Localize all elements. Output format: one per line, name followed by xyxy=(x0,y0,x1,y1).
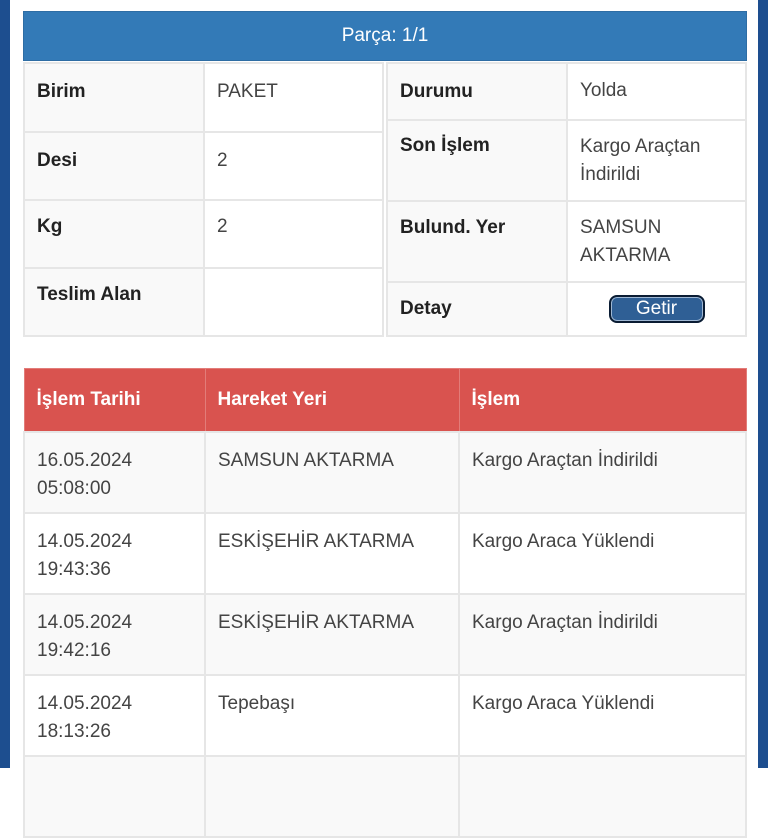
desi-label: Desi xyxy=(24,132,204,200)
row-date-cell xyxy=(24,432,205,513)
row-action: Kargo Araca Yüklendi xyxy=(459,513,746,594)
row-time: 19:43:36 xyxy=(37,558,111,580)
durumu-label: Durumu xyxy=(387,63,567,120)
detay-label: Detay xyxy=(387,282,567,336)
column-hareket-yeri: Hareket Yeri xyxy=(205,369,459,432)
left-frame-edge xyxy=(0,0,10,768)
shipment-info-left xyxy=(23,62,384,337)
row-place: SAMSUN AKTARMA xyxy=(205,432,459,513)
table-row xyxy=(24,594,746,675)
kg-value: 2 xyxy=(204,200,383,268)
row-date: 14.05.2024 xyxy=(37,611,133,633)
bulund-yer-value: SAMSUN AKTARMA xyxy=(567,201,746,282)
parca-header xyxy=(23,11,747,61)
kg-label: Kg xyxy=(24,200,204,268)
birim-value: PAKET xyxy=(204,63,383,132)
info-row-detay xyxy=(387,282,746,336)
info-row-son-islem xyxy=(387,120,746,201)
son-islem-value: Kargo Araçtan İndirildi xyxy=(567,120,746,201)
table-row xyxy=(24,675,746,756)
info-row-bulund-yer xyxy=(387,201,746,282)
row-place: ESKİŞEHİR AKTARMA xyxy=(205,594,459,675)
row-date-cell xyxy=(24,594,205,675)
row-place: Tepebaşı xyxy=(205,675,459,756)
teslim-alan-value xyxy=(204,268,383,336)
durumu-value: Yolda xyxy=(567,63,746,120)
info-row-birim xyxy=(24,63,383,132)
row-action: Kargo Araca Yüklendi xyxy=(459,675,746,756)
shipment-info-right xyxy=(386,62,747,337)
column-islem-tarihi: İşlem Tarihi xyxy=(24,369,205,432)
row-time: 05:08:00 xyxy=(37,477,111,499)
info-row-durumu xyxy=(387,63,746,120)
column-islem: İşlem xyxy=(459,369,746,432)
info-row-desi xyxy=(24,132,383,200)
birim-label: Birim xyxy=(24,63,204,132)
table-row xyxy=(24,513,746,594)
row-date: 16.05.2024 xyxy=(37,449,133,471)
row-date-cell xyxy=(24,675,205,756)
row-date-cell xyxy=(24,513,205,594)
row-date: 14.05.2024 xyxy=(37,530,133,552)
row-date: 14.05.2024 xyxy=(37,692,133,714)
row-action: Kargo Araçtan İndirildi xyxy=(459,594,746,675)
info-row-teslim-alan xyxy=(24,268,383,336)
history-header-row xyxy=(24,369,746,432)
teslim-alan-label: Teslim Alan xyxy=(24,268,204,336)
info-row-kg xyxy=(24,200,383,268)
getir-button[interactable]: Getir xyxy=(609,295,705,323)
row-time: 19:42:16 xyxy=(37,639,111,661)
table-row xyxy=(24,432,746,513)
movement-history-table xyxy=(23,368,747,838)
row-place: ESKİŞEHİR AKTARMA xyxy=(205,513,459,594)
parca-title: Parça: 1/1 xyxy=(341,25,429,46)
detay-value xyxy=(567,282,746,336)
son-islem-label: Son İşlem xyxy=(387,120,567,201)
bulund-yer-label: Bulund. Yer xyxy=(387,201,567,282)
row-time: 18:13:26 xyxy=(37,720,111,742)
row-action: Kargo Araçtan İndirildi xyxy=(459,432,746,513)
desi-value: 2 xyxy=(204,132,383,200)
right-frame-edge xyxy=(758,0,768,768)
